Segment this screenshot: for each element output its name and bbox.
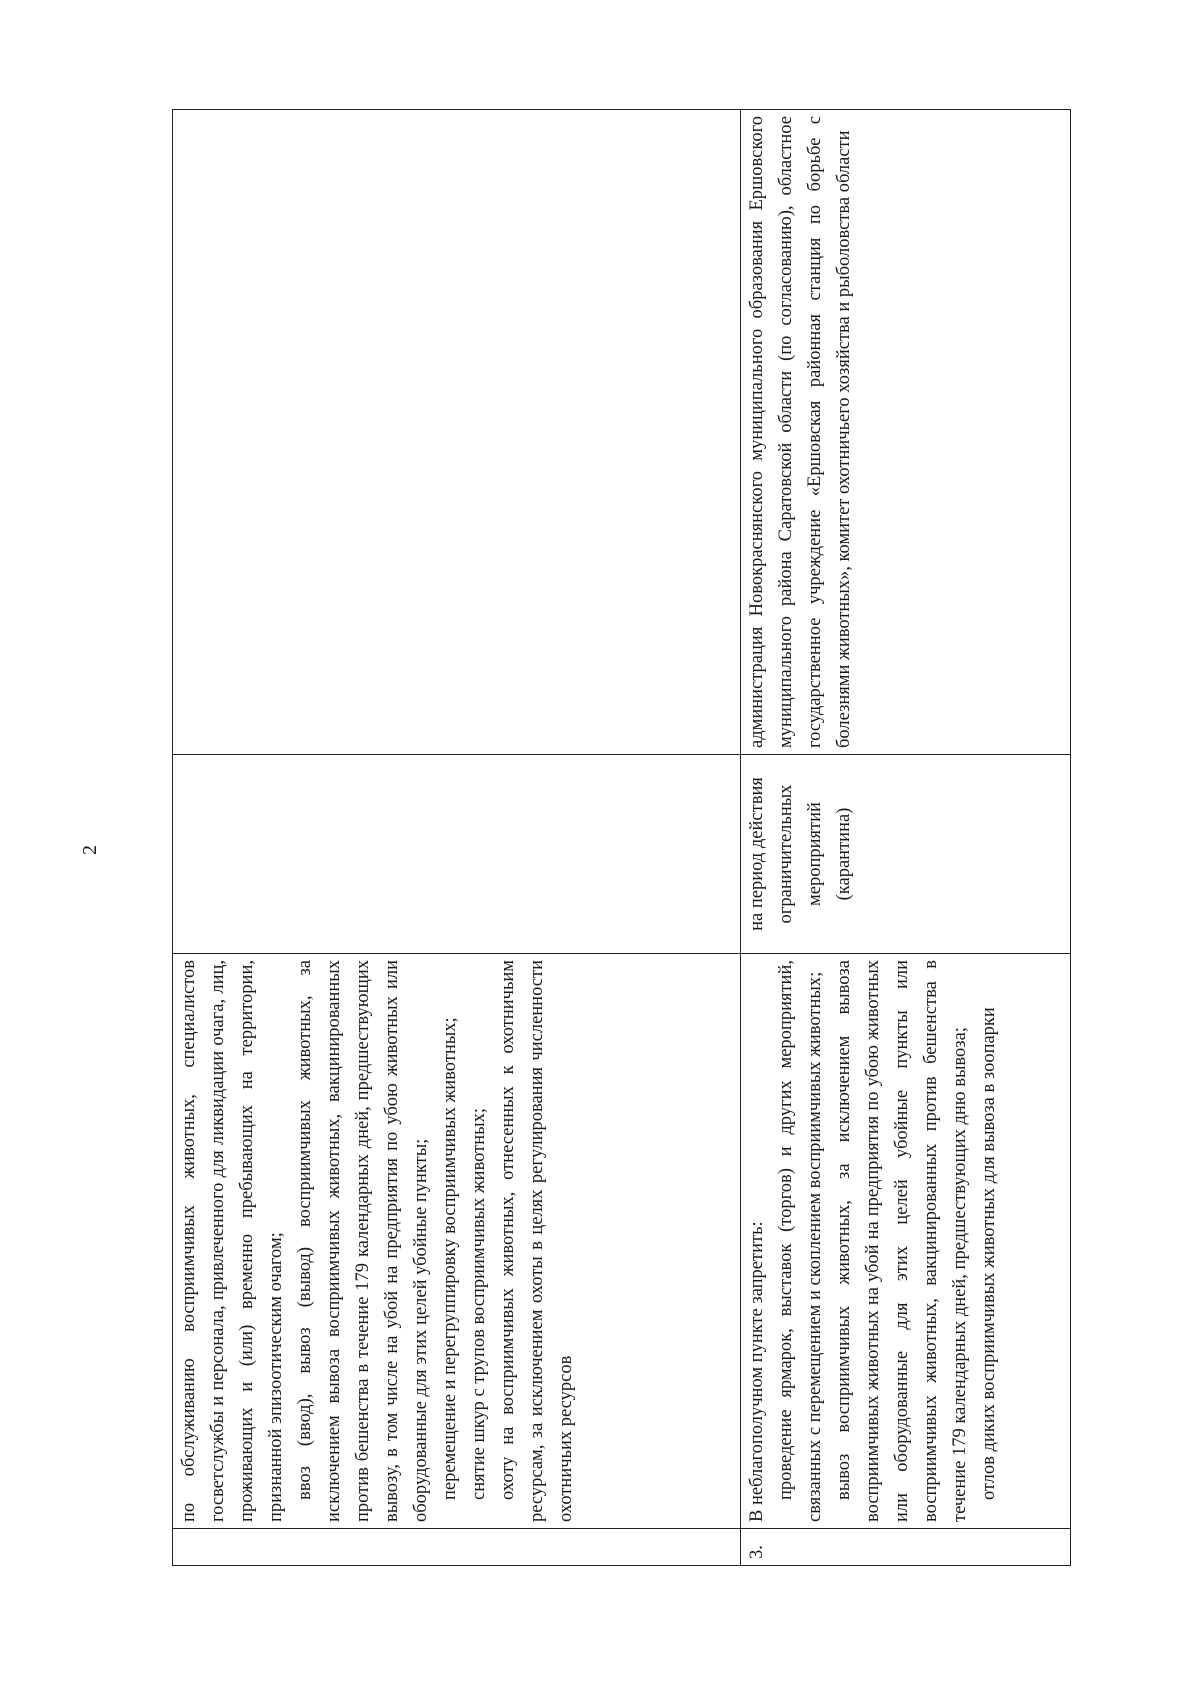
action-paragraph: ввоз (ввод), вывоз (вывод) восприимчивых животных, за исключением вывоза восприимчивых животных, вакцинированных против бешенства в течение 179 календарных дней, предшествующих вывозу, в том числе на убой на предприятия по убою животных или оборудованные для этих целей убойные пункты; [295, 960, 431, 1522]
action-cell [741, 954, 1071, 1529]
page-number: 2 [79, 845, 101, 855]
term-cell: на период действия ограничительных мероприятий (карантина) [741, 755, 1071, 954]
action-paragraph: вывоз восприимчивых животных, за исключением вывоза восприимчивых животных на убой на предприятия по убою животных или оборудованные для этих целей убойные пункты или восприимчивых животных, вакцинированных против бешенства в течение 179 календарных дней, предшествующих дню вывоза; [834, 960, 970, 1522]
row-number-cell [173, 1529, 741, 1566]
action-paragraph: проведение ярмарок, выставок (торгов) и других мероприятий, связанных с перемещением и скоплением восприимчивых животных; [776, 960, 825, 1522]
responsible-text: администрация Новокраснянского муниципального образования Ершовского муниципального района Саратовской области (по согласованию), областное государственное учреждение «Ершовская районная станция по борьбе с болезнями животных», комитет охотничьего хозяйства и рыболовства области [747, 116, 854, 748]
action-paragraph: снятие шкур с трупов восприимчивых животных; [469, 1108, 489, 1500]
action-paragraph: отлов диких восприимчивых животных для вывоза в зоопарки [979, 1007, 999, 1500]
responsible-cell [741, 110, 1071, 755]
rotated-table-wrapper [172, 110, 1070, 1566]
measures-table [172, 109, 1071, 1566]
row-number-cell: 3. [741, 1529, 1071, 1566]
action-paragraph: охоту на восприимчивых животных, отнесенных к охотничьим ресурсам, за исключением охоты в целях регулирования численности охотничьих ресурсов [498, 960, 576, 1522]
action-cell [173, 954, 741, 1529]
action-paragraph: В неблагополучном пункте запретить: [747, 1221, 767, 1522]
table-row [741, 110, 1071, 1566]
responsible-cell [173, 110, 741, 755]
table-row [173, 110, 741, 1566]
action-paragraph: по обслуживанию восприимчивых животных, специалистов госветслужбы и персонала, привлеченного для ликвидации очага, лиц, проживающих и (или) временно пребывающих на территории, признанной эпизоотическим очагом; [179, 960, 286, 1522]
term-cell [173, 755, 741, 954]
action-paragraph: перемещение и перегруппировку восприимчивых животных; [440, 1017, 460, 1500]
